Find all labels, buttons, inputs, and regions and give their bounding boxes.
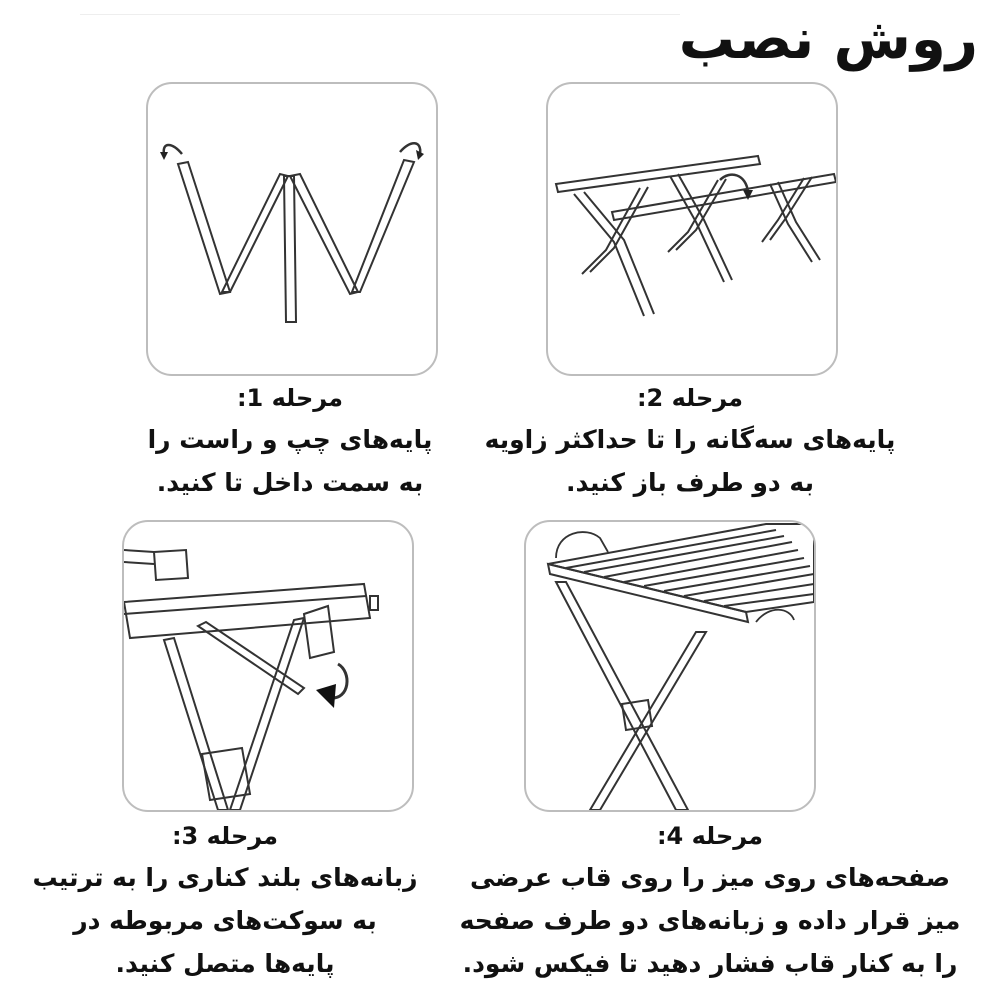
- step-1-line-1: پایه‌های چپ و راست را: [147, 425, 433, 454]
- page-title: روش نصب: [678, 7, 978, 72]
- tab-socket-detail-drawing: [124, 522, 412, 810]
- step-3-caption: [10, 816, 440, 985]
- step-2-line-1: پایه‌های سه‌گانه را تا حداکثر زاویه: [484, 425, 896, 454]
- folding-legs-drawing: [148, 84, 436, 374]
- step-4-line-2: میز قرار داده و زبانه‌های دو طرف صفحه: [459, 906, 961, 935]
- open-tripod-legs-drawing: [548, 84, 836, 374]
- step-3-line-1: زبانه‌های بلند کناری را به ترتیب: [32, 863, 418, 892]
- step-1-label: مرحله 1:: [236, 384, 344, 412]
- step-2-caption: [470, 378, 910, 504]
- top-divider: [80, 14, 680, 15]
- step-1-line-2: به سمت داخل تا کنید.: [156, 468, 424, 497]
- step-3-line-3: پایه‌ها متصل کنید.: [115, 949, 335, 978]
- step-3-illustration: [122, 520, 414, 812]
- step-2-illustration: [546, 82, 838, 376]
- table-top-assembly-drawing: [526, 522, 814, 810]
- step-4-caption: [440, 816, 980, 985]
- step-4-label: مرحله 4:: [656, 822, 764, 850]
- step-4-illustration: [524, 520, 816, 812]
- step-2-label: مرحله 2:: [636, 384, 744, 412]
- step-1-caption: [110, 378, 470, 504]
- step-3-line-2: به سوکت‌های مربوطه در: [73, 906, 377, 935]
- step-3-label: مرحله 3:: [171, 822, 279, 850]
- step-4-line-1: صفحه‌های روی میز را روی قاب عرضی: [469, 863, 951, 892]
- step-1-illustration: [146, 82, 438, 376]
- step-2-line-2: به دو طرف باز کنید.: [566, 468, 814, 497]
- step-4-line-3: را به کنار قاب فشار دهید تا فیکس شود.: [462, 949, 958, 978]
